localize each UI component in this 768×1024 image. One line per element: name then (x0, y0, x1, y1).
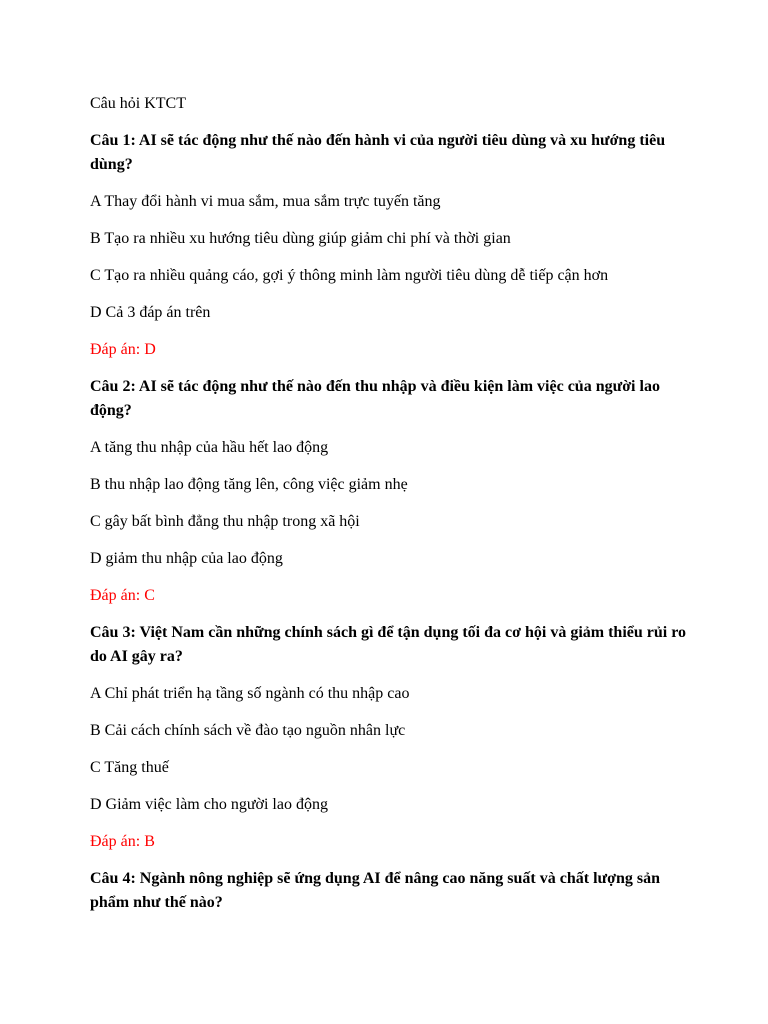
question-2-answer: Đáp án: C (90, 587, 155, 604)
question-1-option-a: A Thay đổi hành vi mua sắm, mua sắm trực tuyến tăng (90, 193, 441, 210)
question-2-option-b: B thu nhập lao động tăng lên, công việc giảm nhẹ (90, 476, 408, 493)
question-3-option-a: A Chỉ phát triển hạ tầng số ngành có thu nhập cao (90, 685, 410, 702)
question-4-prompt: Câu 4: Ngành nông nghiệp sẽ ứng dụng AI để nâng cao năng suất và chất lượng sản phẩm như thế nào? (90, 870, 660, 911)
question-2-option-c: C gây bất bình đẳng thu nhập trong xã hội (90, 513, 360, 530)
question-1-prompt: Câu 1: AI sẽ tác động như thế nào đến hành vi của người tiêu dùng và xu hướng tiêu dùng? (90, 132, 666, 173)
question-3-option-c: C Tăng thuế (90, 759, 169, 776)
question-1-answer: Đáp án: D (90, 341, 156, 358)
question-3-prompt: Câu 3: Việt Nam cần những chính sách gì để tận dụng tối đa cơ hội và giảm thiểu rủi ro do AI gây ra? (90, 624, 687, 665)
question-1-option-c: C Tạo ra nhiều quảng cáo, gợi ý thông minh làm người tiêu dùng dễ tiếp cận hơn (90, 267, 609, 284)
question-1-option-b: B Tạo ra nhiều xu hướng tiêu dùng giúp giảm chi phí và thời gian (90, 230, 511, 247)
question-2-option-a: A tăng thu nhập của hầu hết lao động (90, 439, 329, 456)
question-3-answer: Đáp án: B (90, 833, 155, 850)
question-2-option-d: D giảm thu nhập của lao động (90, 550, 283, 567)
document-title: Câu hỏi KTCT (90, 95, 186, 112)
question-3-option-d: D Giảm việc làm cho người lao động (90, 796, 328, 813)
question-2-prompt: Câu 2: AI sẽ tác động như thế nào đến thu nhập và điều kiện làm việc của người lao động? (90, 378, 660, 419)
document-page (90, 92, 690, 928)
question-1-option-d: D Cả 3 đáp án trên (90, 304, 211, 321)
question-3-option-b: B Cải cách chính sách về đào tạo nguồn nhân lực (90, 722, 406, 739)
